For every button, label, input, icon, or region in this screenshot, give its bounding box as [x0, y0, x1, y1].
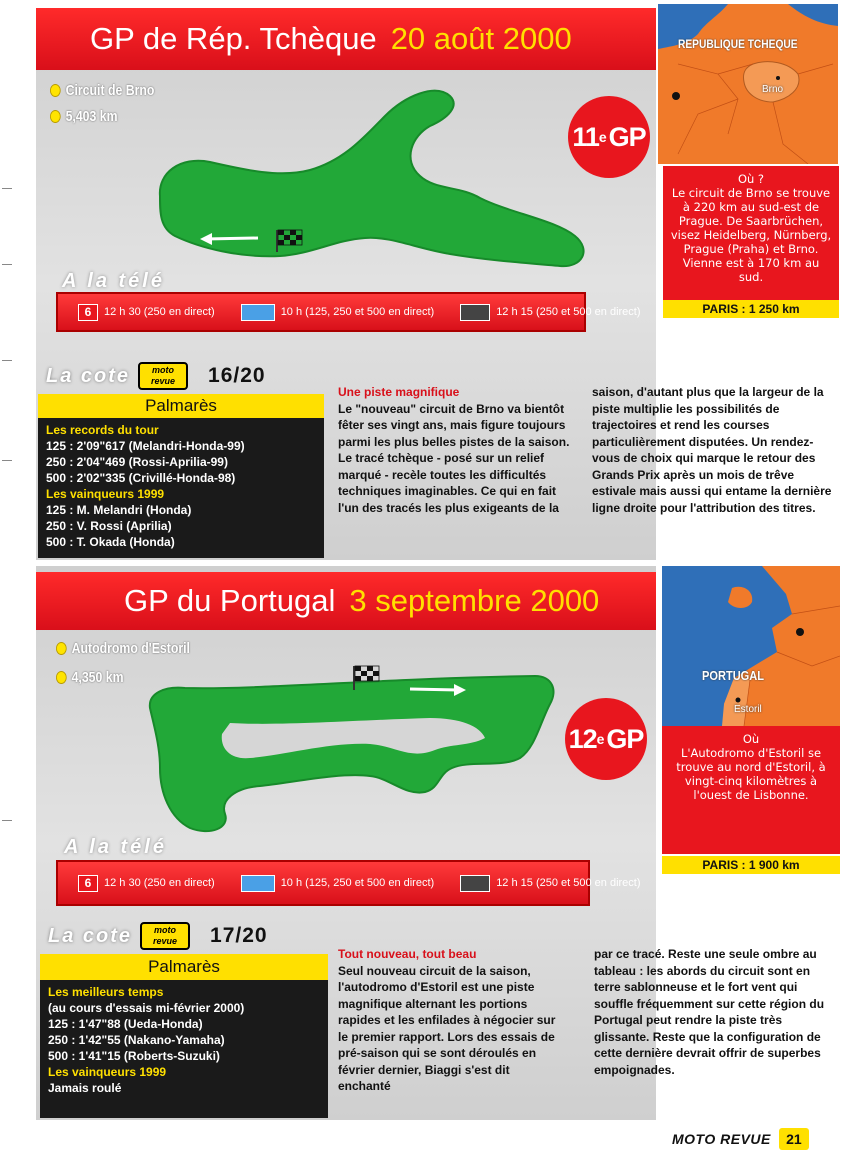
gp2-score: 17/20 — [210, 924, 268, 947]
gp1-length: 5,403 km — [65, 108, 118, 125]
gp1-tv-time-6: 12 h 30 (250 en direct) — [104, 306, 215, 318]
gp1-tv-item-eurosport — [460, 304, 640, 321]
gp1-round-suffix: e — [598, 129, 606, 145]
gp2-winners-text: Jamais roulé — [48, 1081, 122, 1095]
gp1-round-badge — [568, 96, 650, 178]
gp2-date: 3 septembre 2000 — [349, 583, 600, 618]
gp2-record-125: 125 : 1'47"88 (Ueda-Honda) — [48, 1017, 203, 1031]
gp1-record-500: 500 : 2'02"335 (Crivillé-Honda-98) — [46, 471, 236, 485]
page-footer — [672, 1128, 809, 1150]
moto-revue-logo — [140, 922, 190, 950]
gp1-tv-item-france — [241, 304, 435, 321]
channel-6-icon: 6 — [78, 304, 98, 321]
gp1-title-banner — [36, 8, 656, 70]
gp1-map-city: Brno — [762, 84, 784, 95]
gp2-records-subtitle: (au cours d'essais mi-février 2000) — [48, 1001, 245, 1015]
gp1-location-map — [658, 4, 838, 164]
footer-brand: MOTO REVUE — [672, 1131, 771, 1147]
channel-6-icon: 6 — [78, 875, 98, 892]
gp2-round-badge — [565, 698, 647, 780]
gp1-article-text-1: Le "nouveau" circuit de Brno va bientôt fêter ses vingt ans, mais figure toujours parmi les plus belles pistes de la saison. Le tracé tchèque - posé sur un relief marqué - recèle toutes les difficultés techniques imaginables. Ce qui en fait l'un des tracés les plus exigeants de la — [338, 401, 570, 515]
gp1-records-title: Les records du tour — [46, 423, 159, 437]
gp2-location-info — [662, 726, 840, 854]
gp2-title-banner — [36, 572, 656, 630]
gp1-record-125: 125 : 2'09"617 (Melandri-Honda-99) — [46, 439, 245, 453]
gp1-tv-schedule — [56, 292, 641, 332]
eurosport-icon — [460, 304, 490, 321]
moto-revue-logo — [138, 362, 188, 390]
checkered-flag-icon — [275, 228, 303, 252]
gp1-tv-time-france: 10 h (125, 250 et 500 en direct) — [280, 306, 435, 318]
france-tv-icon — [241, 875, 275, 892]
gp1-tv-time-eurosport: 12 h 15 (250 et 500 en direct) — [496, 306, 641, 318]
gp2-record-500: 500 : 1'41"15 (Roberts-Suzuki) — [48, 1049, 220, 1063]
gp2-where-text: L'Autodromo d'Estoril se trouve au nord d'Estoril, à vingt-cinq kilomètres à l'ouest de Lisbonne. — [676, 746, 826, 802]
gp2-palmares — [40, 980, 328, 1118]
bullet-icon — [56, 642, 67, 655]
gp2-rating-label: La cote — [48, 924, 133, 947]
logo-text-bottom: revue — [153, 936, 178, 946]
gp1-location-info — [663, 166, 839, 300]
gp1-palmares — [38, 418, 324, 558]
gp2-circuit-name-item — [56, 640, 190, 657]
direction-arrow — [410, 689, 458, 690]
gp2-round-suffix: e — [596, 731, 604, 747]
bullet-icon — [56, 671, 67, 684]
gp1-paris-distance: PARIS : 1 250 km — [663, 300, 839, 318]
gp2-map-country: PORTUGAL — [702, 668, 765, 683]
trim-mark — [2, 820, 12, 821]
gp2-circuit-name: Autodromo d'Estoril — [71, 640, 190, 657]
gp1-article-heading: Une piste magnifique — [338, 385, 460, 399]
gp2-location-map — [662, 566, 840, 726]
gp1-track-map — [130, 78, 600, 278]
gp1-tv-item-6 — [78, 304, 215, 321]
gp1-where-title: Où ? — [737, 172, 765, 186]
trim-mark — [2, 460, 12, 461]
gp1-round-label: GP — [608, 121, 646, 152]
checkered-flag-icon — [352, 664, 382, 690]
gp2-tv-time-6: 12 h 30 (250 en direct) — [104, 877, 215, 889]
gp1-rating — [46, 362, 266, 390]
gp2-map-city: Estoril — [734, 704, 762, 715]
gp2-article-text-1: Seul nouveau circuit de la saison, l'autodromo d'Estoril est une piste magnifique alternant les portions rapides et les enfilades à négocier sur le premier rapport. Lors des essais de pré-saison qui se sont déroulés en février dernier, Biaggi s'est dit enchanté — [338, 963, 556, 1093]
gp2-record-250: 250 : 1'42"55 (Nakano-Yamaha) — [48, 1033, 225, 1047]
gp2-article-col1 — [338, 946, 564, 1095]
gp1-winner-500: 500 : T. Okada (Honda) — [46, 535, 175, 549]
gp2-winners-title: Les vainqueurs 1999 — [48, 1065, 167, 1079]
gp2-tv-time-eurosport: 12 h 15 (250 et 500 en direct) — [496, 877, 641, 889]
gp1-record-250: 250 : 2'04"469 (Rossi-Aprilia-99) — [46, 455, 228, 469]
gp1-score: 16/20 — [208, 364, 266, 387]
gp1-winner-250: 250 : V. Rossi (Aprilia) — [46, 519, 172, 533]
gp1-article-col1 — [338, 384, 570, 516]
gp2-where-title: Où — [742, 732, 760, 746]
gp1-round-number: 11 — [572, 121, 599, 152]
page-number: 21 — [779, 1128, 809, 1150]
bullet-icon — [50, 84, 61, 97]
gp2-rating — [48, 922, 268, 950]
logo-text-bottom: revue — [151, 376, 176, 386]
gp1-winner-125: 125 : M. Melandri (Honda) — [46, 503, 192, 517]
logo-text-top: moto — [152, 365, 175, 375]
gp1-winners-title: Les vainqueurs 1999 — [46, 487, 165, 501]
gp2-tv-item-6 — [78, 875, 215, 892]
gp2-tv-item-france — [241, 875, 435, 892]
gp2-tv-item-eurosport — [460, 875, 640, 892]
gp2-tv-schedule — [56, 860, 641, 906]
gp2-title: GP du Portugal — [124, 583, 336, 618]
gp1-circuit-name: Circuit de Brno — [65, 82, 155, 99]
bullet-icon — [50, 110, 61, 123]
gp1-date: 20 août 2000 — [390, 21, 572, 56]
gp1-article-col2 — [592, 384, 834, 516]
eurosport-icon — [460, 875, 490, 892]
trim-mark — [2, 360, 12, 361]
gp2-article-heading: Tout nouveau, tout beau — [338, 947, 477, 961]
gp2-round-number: 12 — [568, 723, 597, 754]
trim-mark — [2, 264, 12, 265]
gp1-where-text: Le circuit de Brno se trouve à 220 km au sud-est de Prague. De Saarbrüchen, visez Heidelberg, Nürnberg, Prague (Praha) et Brno. Vienne est à 170 km au sud. — [670, 186, 832, 284]
gp2-article-text-2: par ce tracé. Reste une seule ombre au tableau : les abords du circuit sont en terre sablonneuse et le fort vent qui souffle fréquemment sur cette région du Portugal peut rendre la piste très glissante. Reste que la configuration de cette dernière devrait offrir de superbes empoignades. — [594, 947, 825, 1077]
france-tv-icon — [241, 304, 275, 321]
gp2-length: 4,350 km — [71, 669, 124, 686]
gp2-paris-distance: PARIS : 1 900 km — [662, 856, 840, 874]
gp1-rating-label: La cote — [46, 364, 131, 387]
gp2-round-label: GP — [606, 723, 644, 754]
trim-mark — [2, 188, 12, 189]
gp2-article-col2 — [594, 946, 830, 1078]
gp2-tv-label: A la télé — [64, 836, 167, 858]
direction-arrow — [205, 238, 258, 239]
gp1-map-country: REPUBLIQUE TCHEQUE — [678, 37, 798, 51]
gp1-title: GP de Rép. Tchèque — [90, 21, 377, 56]
gp1-tv-label: A la télé — [62, 270, 165, 292]
gp1-palmares-header: Palmarès — [38, 394, 324, 418]
gp1-article-text-2: saison, d'autant plus que la largeur de la piste multiplie les possibilités de trajectoires et rend les courses particulièrement disputées. Un rendez-vous de choix qui marque le retour des Grands Prix après un mois de trêve estivale mais aussi qui entame la dernière ligne droite pour l'attribution des titres. — [592, 385, 832, 515]
gp2-palmares-header: Palmarès — [40, 954, 328, 980]
logo-text-top: moto — [154, 925, 177, 935]
gp2-tv-time-france: 10 h (125, 250 et 500 en direct) — [280, 877, 435, 889]
gp2-track-map — [140, 668, 560, 838]
gp2-records-title: Les meilleurs temps — [48, 985, 164, 999]
